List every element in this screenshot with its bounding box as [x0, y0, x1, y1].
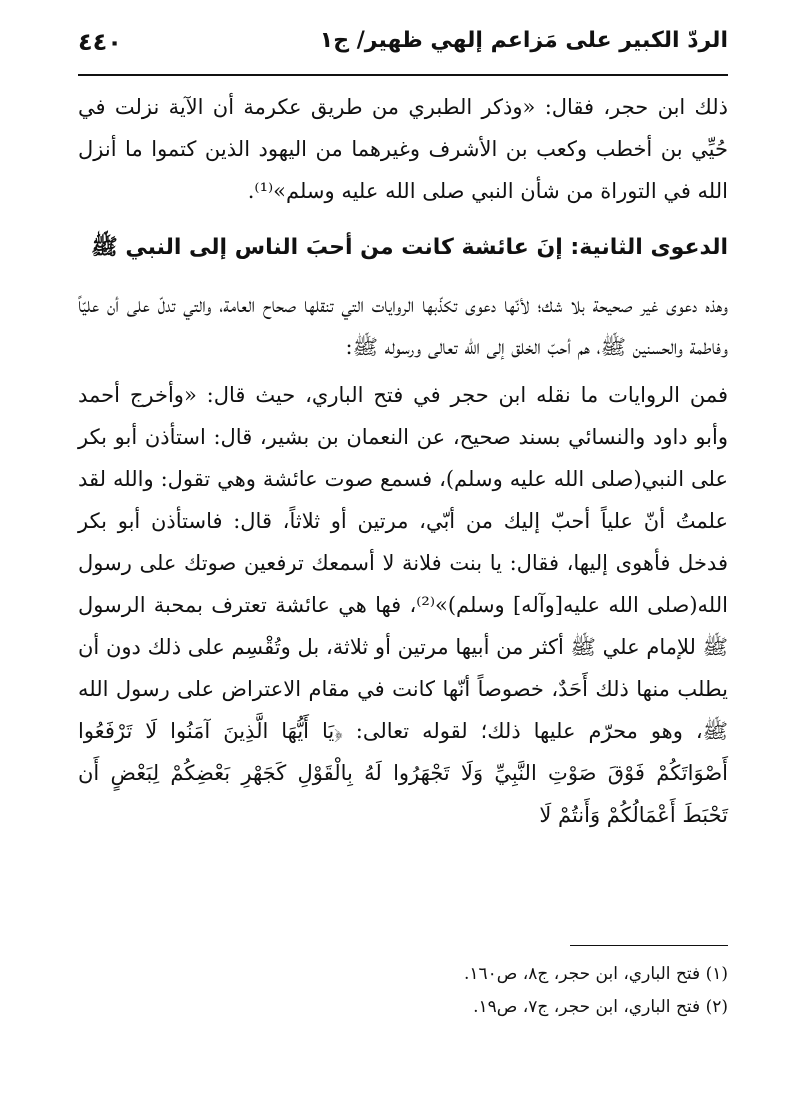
page-number: ٤٤٠ [78, 28, 122, 56]
running-title: الردّ الكبير على مَزاعم إلهي ظهير/ ج١ [319, 28, 728, 53]
main-text [78, 86, 728, 836]
paragraph-claim-rebuttal: وهذه دعوى غير صحيحة بلا شك؛ لأنّها دعوى تكذّبها الروايات التي تنقلها صحاح العامة، والتي تدلّ على أن عليّاً وفاطمة والحسنين ﷺ، هم أحبّ الخلق إلى الله تعالى ورسوله ﷺ: [78, 293, 728, 359]
heading-text: إنَ عائشة كانت من أحبَ الناس إلى النبي ﷺ [91, 235, 571, 260]
footnotes [78, 958, 728, 1024]
footnote-2: (٢) فتح الباري، ابن حجر، ج٧، ص١٩. [473, 997, 728, 1017]
paragraph-narrations: فمن الروايات ما نقله ابن حجر في فتح الباري، حيث قال: «وأخرج أحمد وأبو داود والنسائي بسند صحيح، عن النعمان بن بشير، قال: استأذن أبو بكر على النبي(صلى الله عليه وسلم)، فسمع صوت عائشة وهي تقول: والله لقد علمتُ أنّ علياً أحبّ إليك من أبّي، مرتين أو ثلاثاً، قال: فاستأذن أبو بكر فدخل فأهوى إليها، فقال: يا بنت فلانة لا أسمعك ترفعين صوتك على رسول الله(صلى الله عليه[وآله] وسلم)»⁽²⁾، فها هي عائشة تعترف بمحبة الرسول ﷺ للإمام علي ﷺ أكثر من أبيها مرتين أو ثلاثة، بل وتُقْسِم على ذلك دون أن يطلب منها ذلك أَحَدٌ، خصوصاً أنّها كانت في مقام الاعتراض على رسول الله ﷺ، وهو محرّم عليها ذلك؛ لقوله تعالى: ﴿يَا أَيُّهَا الَّذِينَ آمَنُوا لَا تَرْفَعُوا أَصْوَاتَكُمْ فَوْقَ صَوْتِ النَّبِيِّ وَلَا تَجْهَرُوا لَهُ بِالْقَوْلِ كَجَهْرِ بَعْضِكُمْ لِبَعْضٍ أَن تَحْبَطَ أَعْمَالُكُمْ وَأَنتُمْ لَا [78, 383, 728, 827]
page-header [78, 22, 728, 76]
section-heading [78, 224, 728, 272]
footnote-1: (١) فتح الباري، ابن حجر، ج٨، ص١٦٠. [463, 964, 728, 984]
footnote-divider [570, 945, 728, 946]
paragraph-intro: ذلك ابن حجر، فقال: «وذكر الطبري من طريق عكرمة أن الآية نزلت في حُيِّي بن أخطب وكعب بن الأشرف وغيرهما من اليهود الذين كتموا ما أنزل الله في التوراة من شأن النبي صلى الله عليه وسلم»⁽¹⁾. [78, 95, 728, 203]
heading-label: الدعوى الثانية: [570, 235, 728, 260]
